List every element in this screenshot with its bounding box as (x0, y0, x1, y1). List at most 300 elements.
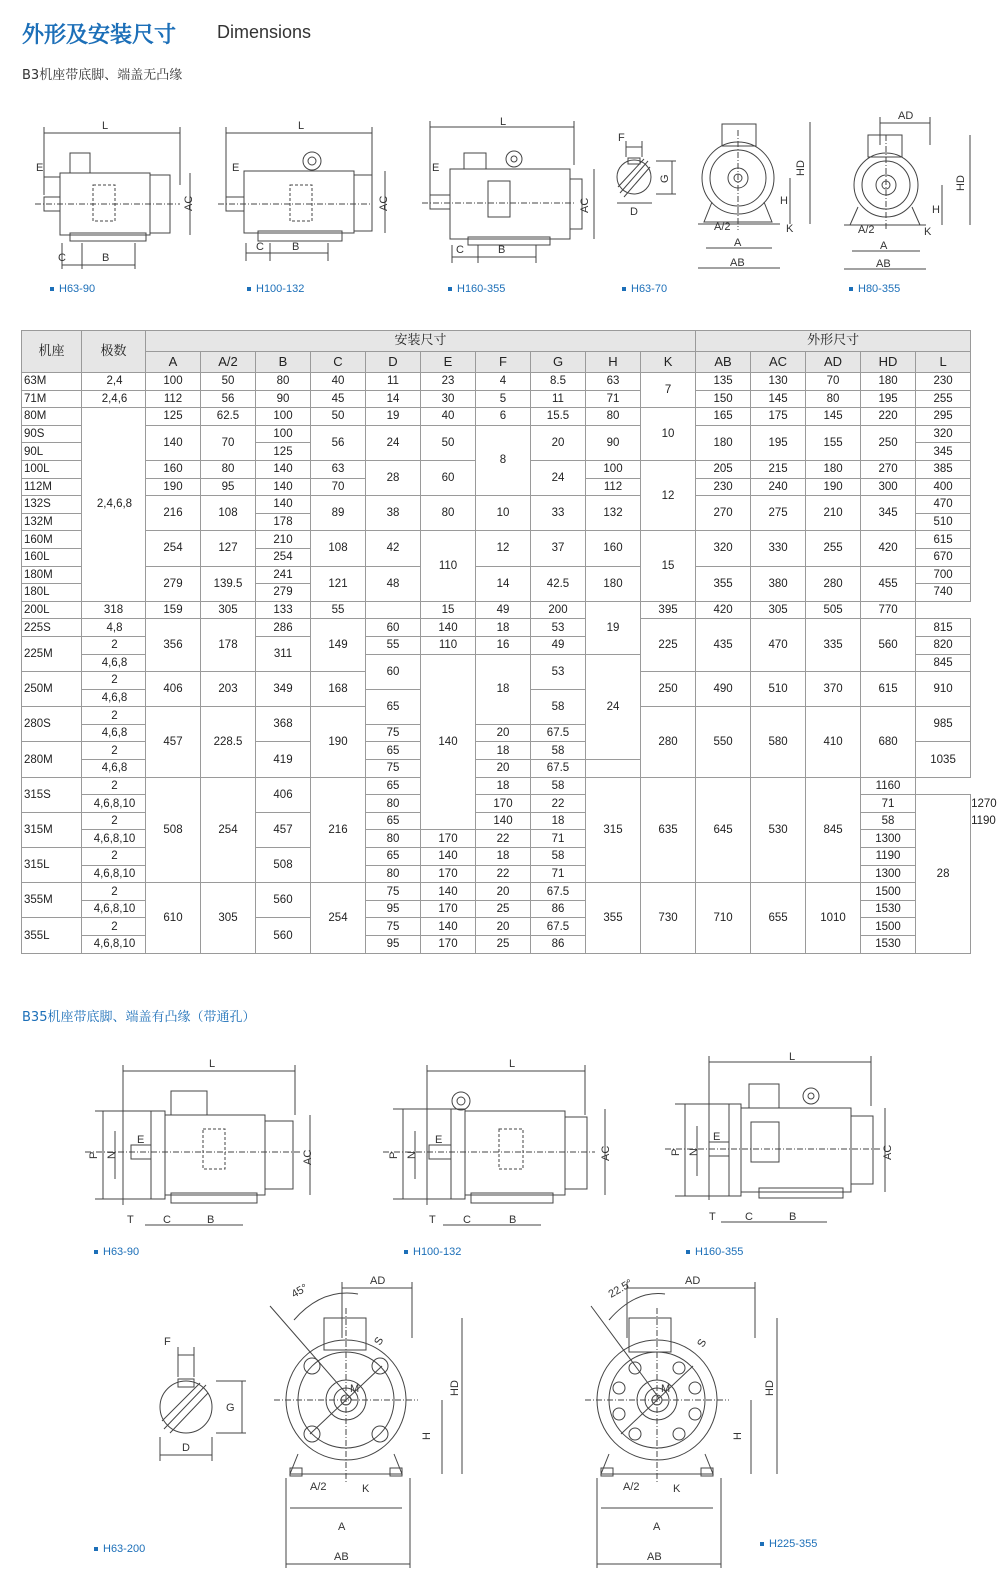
table-cell: 580 (751, 707, 806, 777)
table-cell: 58 (531, 689, 586, 724)
table-cell: 170 (421, 865, 476, 883)
table-cell: 140 (421, 883, 476, 901)
table-cell: 15.5 (531, 408, 586, 426)
table-cell: 71 (531, 830, 586, 848)
col-AC: AC (751, 352, 806, 373)
table-cell: 18 (476, 742, 531, 760)
table-cell: 420 (696, 601, 751, 619)
dim-HD: HD (764, 1380, 776, 1396)
table-cell: 4 (476, 373, 531, 391)
dim-A: A (734, 237, 742, 249)
table-cell: 50 (201, 373, 256, 391)
table-cell: 2 (82, 742, 146, 760)
dim-G: G (226, 1402, 235, 1414)
table-cell: 406 (256, 777, 311, 812)
table-cell: 135 (696, 373, 751, 391)
table-cell: 108 (311, 531, 366, 566)
table-cell: 8.5 (531, 373, 586, 391)
dim-22-5deg: 22.5° (606, 1277, 635, 1301)
dim-N: N (406, 1151, 418, 1159)
table-cell: 140 (146, 425, 201, 460)
dim-B: B (102, 252, 110, 264)
table-cell: 140 (421, 918, 476, 936)
table-cell: 180 (696, 425, 751, 460)
table-cell: 132M (22, 513, 82, 531)
table-cell: 505 (806, 601, 861, 619)
table-cell: 12 (641, 460, 696, 530)
dim-AD: AD (370, 1275, 386, 1287)
table-cell: 355 (696, 566, 751, 601)
table-cell: 240 (751, 478, 806, 496)
table-row (22, 373, 971, 391)
table-cell: 42 (366, 531, 421, 566)
table-cell: 132 (586, 496, 641, 531)
dim-HD: HD (795, 160, 807, 176)
table-cell: 1500 (861, 918, 916, 936)
table-cell: 356 (146, 619, 201, 672)
label-b35-h225-355: H225-355 (760, 1538, 817, 1550)
table-cell: 140 (421, 848, 476, 866)
table-cell: 48 (366, 566, 421, 601)
table-cell: 8 (476, 425, 531, 495)
drawing-b35-shaft (150, 1325, 260, 1475)
table-cell: 110 (421, 531, 476, 601)
table-cell: 254 (311, 883, 366, 953)
table-cell: 178 (256, 513, 311, 531)
table-cell: 18 (476, 619, 531, 637)
col-frame: 机座 (22, 331, 82, 373)
table-cell: 286 (256, 619, 311, 637)
dim-AC: AC (378, 195, 390, 211)
dim-A2: A/2 (714, 221, 731, 233)
table-cell: 270 (861, 460, 916, 478)
dim-C: C (58, 252, 66, 264)
table-cell: 18 (476, 777, 531, 795)
table-cell: 420 (861, 531, 916, 566)
col-poles: 极数 (82, 331, 146, 373)
table-cell: 770 (861, 601, 916, 619)
table-cell: 140 (256, 478, 311, 496)
table-cell: 40 (421, 408, 476, 426)
table-cell: 4,8 (82, 619, 146, 637)
col-E: E (421, 352, 476, 373)
dim-AD: AD (898, 110, 914, 122)
table-cell: 335 (806, 619, 861, 672)
table-cell: 75 (366, 760, 421, 778)
dim-AB: AB (730, 257, 745, 269)
table-cell: 400 (916, 478, 971, 496)
table-cell: 255 (916, 390, 971, 408)
table-cell: 159 (146, 601, 201, 619)
dim-H: H (732, 1432, 744, 1440)
dim-L: L (102, 120, 109, 132)
table-cell: 71 (586, 390, 641, 408)
dim-S: S (695, 1337, 710, 1350)
dim-B: B (509, 1214, 517, 1226)
col-A2: A/2 (201, 352, 256, 373)
table-cell: 311 (256, 636, 311, 671)
table-cell: 190 (311, 707, 366, 777)
table-cell: 508 (146, 777, 201, 883)
table-cell: 254 (201, 777, 256, 883)
table-cell: 635 (641, 777, 696, 883)
group-install: 安装尺寸 (146, 331, 696, 352)
table-cell: 127 (201, 531, 256, 566)
table-cell: 18 (476, 848, 531, 866)
table-cell: 305 (201, 601, 256, 619)
table-cell: 160 (146, 460, 201, 478)
table-cell: 40 (311, 373, 366, 391)
table-cell: 75 (366, 883, 421, 901)
table-cell: 108 (201, 496, 256, 531)
table-row (22, 531, 971, 549)
table-cell: 24 (586, 654, 641, 760)
table-cell: 110 (421, 636, 476, 654)
table-cell: 67.5 (531, 918, 586, 936)
table-cell: 58 (861, 812, 916, 830)
table-cell: 56 (311, 425, 366, 460)
table-cell: 508 (256, 848, 311, 883)
table-cell: 2 (82, 883, 146, 901)
dim-N: N (688, 1148, 700, 1156)
table-cell: 305 (201, 883, 256, 953)
table-cell: 80 (366, 830, 421, 848)
table-cell: 65 (366, 777, 421, 795)
table-cell: 910 (916, 672, 971, 707)
table-cell: 11 (366, 373, 421, 391)
table-cell: 11 (531, 390, 586, 408)
dim-P: P (388, 1151, 400, 1159)
table-cell: 149 (311, 619, 366, 672)
table-cell: 145 (751, 390, 806, 408)
table-cell: 300 (861, 478, 916, 496)
table-cell: 210 (256, 531, 311, 549)
table-cell: 2 (82, 812, 146, 830)
table-cell: 65 (366, 689, 421, 724)
table-cell: 180 (586, 566, 641, 601)
table-cell: 60 (366, 654, 421, 689)
table-cell: 22 (531, 795, 586, 813)
table-cell: 100 (256, 408, 311, 426)
table-cell: 349 (256, 672, 311, 707)
table-cell: 4,6,8,10 (82, 936, 146, 954)
table-cell: 730 (641, 883, 696, 953)
table-row: 315M 2 457 65 140 18 58 1190 (22, 812, 971, 830)
col-C: C (311, 352, 366, 373)
drawing-b3-h63-90 (30, 115, 210, 275)
table-cell: 160L (22, 548, 82, 566)
table-cell: 355L (22, 918, 82, 953)
table-cell: 140 (256, 496, 311, 514)
table-cell: 203 (201, 672, 256, 707)
table-cell: 75 (366, 724, 421, 742)
b35-subtitle: B35机座带底脚、端盖有凸缘（带通孔） (22, 1010, 256, 1025)
label-b35-h63-90: H63-90 (94, 1246, 139, 1258)
table-cell: 1300 (861, 865, 916, 883)
col-AD: AD (806, 352, 861, 373)
dim-E: E (713, 1131, 721, 1143)
dim-A: A (880, 240, 888, 252)
table-cell: 60 (421, 460, 476, 495)
dim-B: B (789, 1211, 797, 1223)
table-cell: 315 (586, 777, 641, 883)
dim-S: S (372, 1335, 387, 1348)
dim-T: T (127, 1214, 134, 1226)
col-L: L (916, 352, 971, 373)
table-cell: 100 (586, 460, 641, 478)
page-title: 外形及安装尺寸 (22, 23, 177, 48)
table-cell: 90S (22, 425, 82, 443)
table-cell: 75 (366, 918, 421, 936)
table-cell: 20 (476, 760, 531, 778)
table-cell: 15 (421, 601, 476, 619)
dim-AC: AC (882, 1144, 894, 1160)
table-cell: 160M (22, 531, 82, 549)
table-cell: 4,6,8,10 (82, 900, 146, 918)
dim-H: H (421, 1432, 433, 1440)
dimensions-table (21, 330, 997, 954)
table-cell: 550 (696, 707, 751, 777)
table-cell: 14 (366, 390, 421, 408)
dim-C: C (456, 244, 464, 256)
table-cell: 279 (256, 584, 311, 602)
table-cell: 80 (586, 408, 641, 426)
table-cell: 230 (696, 478, 751, 496)
table-body (22, 373, 997, 954)
table-cell: 740 (916, 584, 971, 602)
table-cell: 125 (256, 443, 311, 461)
table-cell: 67.5 (531, 883, 586, 901)
table-cell: 65 (366, 742, 421, 760)
table-cell: 14 (476, 566, 531, 601)
dim-F: F (618, 132, 625, 144)
table-cell: 200 (531, 601, 586, 619)
table-cell: 435 (696, 619, 751, 672)
table-row (22, 408, 971, 426)
table-cell: 320 (696, 531, 751, 566)
table-cell: 230 (916, 373, 971, 391)
dim-AB: AB (876, 258, 891, 270)
table-cell: 205 (696, 460, 751, 478)
table-cell: 63 (311, 460, 366, 478)
table-cell: 455 (861, 566, 916, 601)
table-cell: 89 (311, 496, 366, 531)
table-cell: 58 (531, 777, 586, 795)
table-cell: 4,6,8 (82, 654, 146, 672)
table-cell: 180 (861, 373, 916, 391)
table-cell: 225S (22, 619, 82, 637)
table-cell: 20 (476, 883, 531, 901)
table-cell: 62.5 (201, 408, 256, 426)
table-cell: 20 (476, 918, 531, 936)
table-cell: 70 (806, 373, 861, 391)
table-cell: 315L (22, 848, 82, 883)
table-cell: 280M (22, 742, 82, 777)
table-cell: 6 (476, 408, 531, 426)
dim-E: E (435, 1134, 443, 1146)
dim-L: L (500, 116, 507, 128)
table-cell: 20 (531, 425, 586, 460)
dim-AB: AB (647, 1551, 662, 1563)
table-cell: 255 (806, 531, 861, 566)
dim-K: K (673, 1483, 681, 1495)
table-cell: 90 (586, 425, 641, 460)
drawing-b3-front-h80-355 (840, 105, 980, 280)
table-cell: 121 (311, 566, 366, 601)
table-row (22, 496, 971, 514)
table-row (22, 883, 971, 901)
table-cell: 80 (366, 795, 421, 813)
col-G: G (531, 352, 586, 373)
table-cell: 22 (476, 830, 531, 848)
table-cell: 510 (751, 672, 806, 707)
drawing-b35-h63-90 (85, 1055, 325, 1235)
dim-P: P (88, 1151, 100, 1159)
dim-B: B (292, 241, 300, 253)
table-cell: 28 (916, 795, 971, 953)
table-cell: 241 (256, 566, 311, 584)
table-cell: 112M (22, 478, 82, 496)
table-cell: 1500 (861, 883, 916, 901)
table-cell: 71M (22, 390, 82, 408)
table-cell: 86 (531, 936, 586, 954)
table-cell: 380 (751, 566, 806, 601)
table-cell: 70 (311, 478, 366, 496)
table-cell: 345 (916, 443, 971, 461)
table-cell: 305 (751, 601, 806, 619)
table-cell: 216 (311, 777, 366, 883)
table-cell: 38 (366, 496, 421, 531)
table-cell: 645 (696, 777, 751, 883)
table-cell: 710 (696, 883, 751, 953)
dim-AB: AB (334, 1551, 349, 1563)
table-cell: 28 (366, 460, 421, 495)
table-cell: 15 (641, 531, 696, 601)
table-cell: 370 (806, 672, 861, 707)
dim-T: T (709, 1211, 716, 1223)
col-B: B (256, 352, 311, 373)
dim-M: M (661, 1383, 671, 1395)
table-cell: 530 (751, 777, 806, 883)
table-row (22, 777, 971, 795)
table-cell: 470 (751, 619, 806, 672)
label-b3-h63-90: H63-90 (50, 283, 95, 295)
table-cell: 170 (421, 830, 476, 848)
dim-L: L (209, 1058, 216, 1070)
table-cell: 610 (146, 883, 201, 953)
table-cell: 490 (696, 672, 751, 707)
drawing-b35-h100-132 (383, 1055, 623, 1235)
table-cell: 53 (531, 619, 586, 637)
label-b35-h63-200: H63-200 (94, 1543, 145, 1555)
dim-H: H (780, 195, 788, 207)
table-cell: 23 (421, 373, 476, 391)
table-cell: 560 (256, 883, 311, 918)
table-cell: 2,4,6,8 (82, 408, 146, 602)
table-cell: 24 (531, 460, 586, 495)
table-cell: 4,6,8 (82, 724, 146, 742)
dim-C: C (463, 1214, 471, 1226)
table-cell: 25 (476, 936, 531, 954)
table-cell: 22 (476, 865, 531, 883)
table-row (22, 390, 971, 408)
table-cell: 368 (256, 707, 311, 742)
b3-subtitle: B3机座带底脚、端盖无凸缘 (22, 68, 183, 83)
table-cell: 330 (751, 531, 806, 566)
dim-B: B (207, 1214, 215, 1226)
table-cell: 680 (861, 707, 916, 777)
table-cell: 30 (421, 390, 476, 408)
dim-A2: A/2 (623, 1481, 640, 1493)
table-cell: 95 (366, 900, 421, 918)
table-cell: 80 (421, 496, 476, 531)
table-cell: 19 (586, 601, 641, 654)
table-cell: 139.5 (201, 566, 256, 601)
table-cell: 160 (586, 531, 641, 566)
table-cell: 25 (476, 900, 531, 918)
table-cell: 1160 (861, 777, 916, 795)
table-cell: 615 (861, 672, 916, 707)
table-cell: 815 (916, 619, 971, 637)
drawing-b3-front-h63-70 (690, 110, 820, 280)
table-cell: 470 (916, 496, 971, 514)
label-b3-h63-70: H63-70 (622, 283, 667, 295)
dim-C: C (256, 241, 264, 253)
table-cell: 216 (146, 496, 201, 531)
table-cell: 90 (256, 390, 311, 408)
table-cell: 155 (806, 425, 861, 460)
table-cell: 4,6,8,10 (82, 865, 146, 883)
table-cell: 71 (531, 865, 586, 883)
dim-E: E (432, 162, 440, 174)
table-cell: 100L (22, 460, 82, 478)
dim-HD: HD (955, 175, 967, 191)
dim-H: H (932, 204, 940, 216)
table-cell: 2 (82, 707, 146, 725)
dim-AC: AC (579, 197, 591, 213)
table-cell: 320 (916, 425, 971, 443)
table-cell: 250M (22, 672, 82, 707)
table-cell: 1530 (861, 900, 916, 918)
table-cell: 385 (916, 460, 971, 478)
table-cell: 315S (22, 777, 82, 812)
table-cell: 190 (146, 478, 201, 496)
table-cell: 2 (82, 636, 146, 654)
dim-E: E (232, 162, 240, 174)
table-cell: 700 (916, 566, 971, 584)
table-cell: 18 (476, 654, 531, 724)
table-cell: 615 (916, 531, 971, 549)
label-b3-h80-355: H80-355 (849, 283, 900, 295)
table-cell: 140 (421, 654, 476, 830)
table-cell: 195 (861, 390, 916, 408)
table-cell: 55 (311, 601, 366, 619)
table-cell: 63 (586, 373, 641, 391)
table-cell: 80 (806, 390, 861, 408)
table-cell: 50 (421, 425, 476, 460)
table-cell: 130 (751, 373, 806, 391)
table-cell: 270 (696, 496, 751, 531)
table-cell: 70 (201, 425, 256, 460)
table-cell: 210 (806, 496, 861, 531)
table-cell: 355M (22, 883, 82, 918)
table-cell: 510 (916, 513, 971, 531)
col-A: A (146, 352, 201, 373)
table-cell: 2 (82, 848, 146, 866)
table-cell: 5 (476, 390, 531, 408)
table-cell: 180M (22, 566, 82, 584)
table-row (22, 425, 971, 443)
